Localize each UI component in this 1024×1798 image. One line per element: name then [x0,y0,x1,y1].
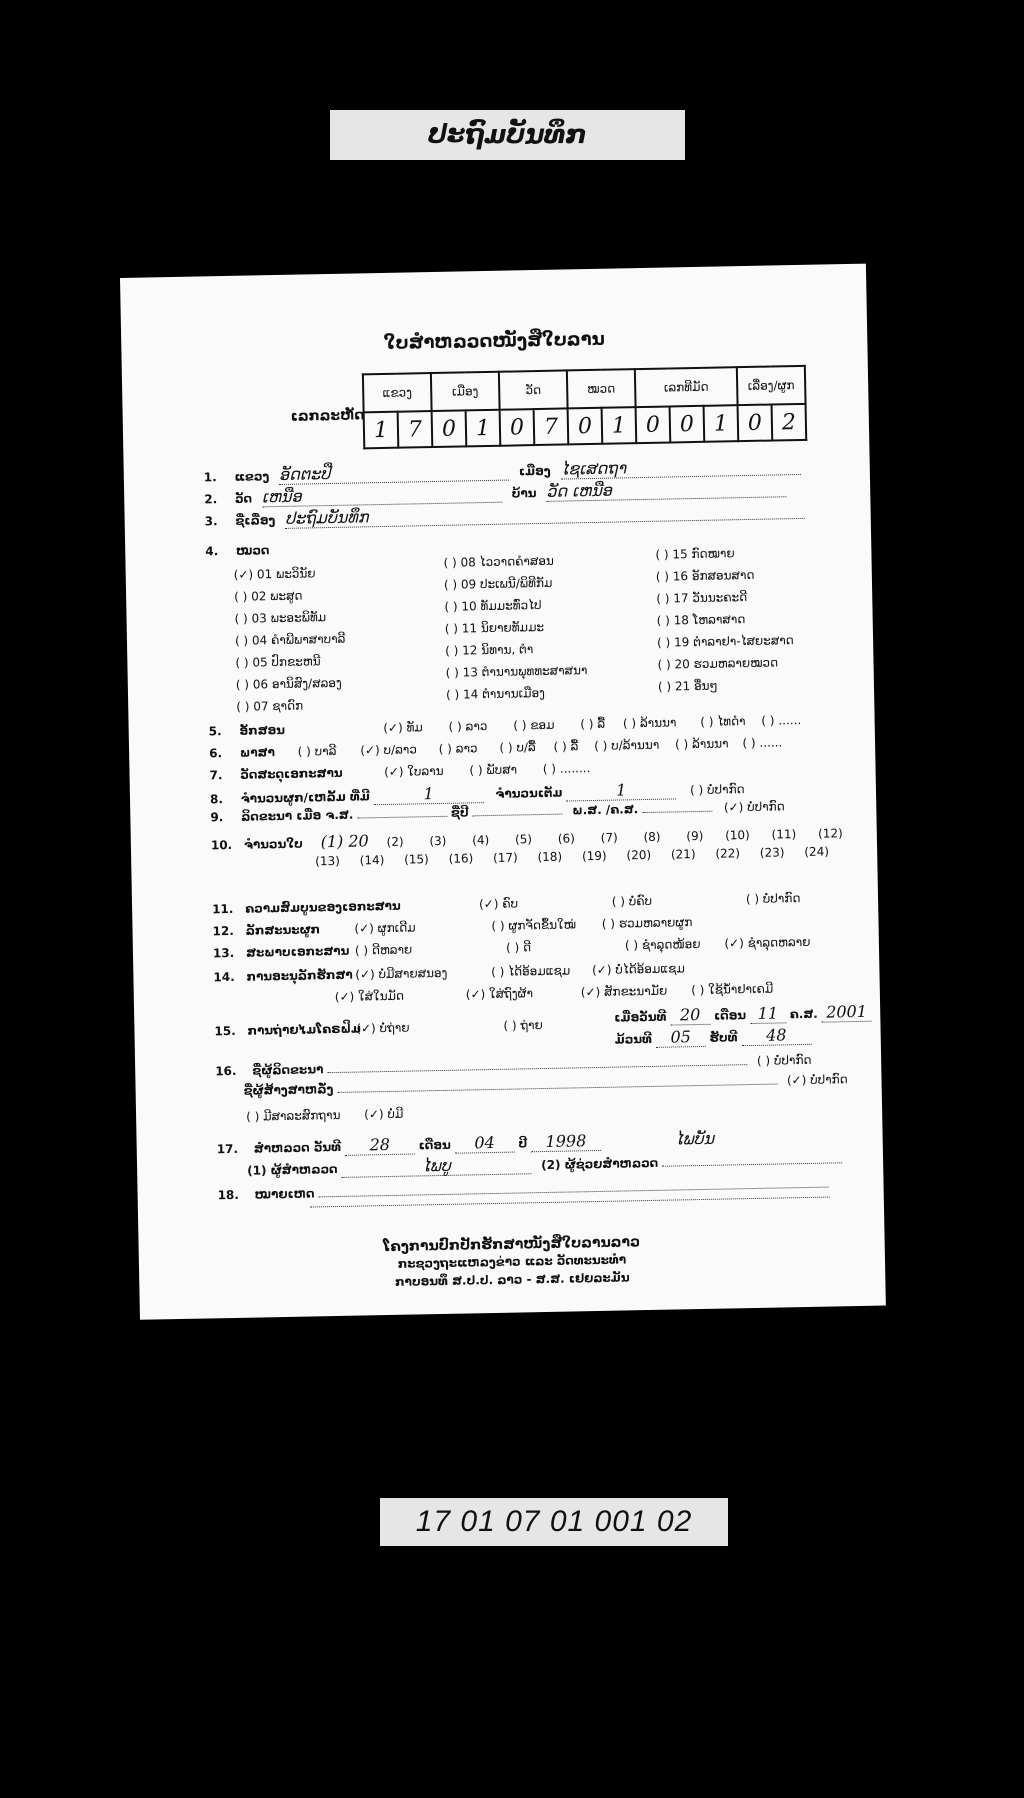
field-label: ໝວດ [235,543,270,558]
conservation-date-row [614,1002,872,1027]
condition-row [213,935,811,960]
category-option[interactable]: ( ) 15 ກົດໝາຍ [655,546,735,562]
field-number: 17. [216,1141,239,1157]
field-label: ຄ.ສ. [789,1006,818,1022]
field-label: ສະພາບເອກະສານ [245,943,350,960]
completeness-row [212,891,801,916]
leaf-count-item: (11) [771,827,797,842]
field-label: ຈຳນວນເຕັມ [495,785,563,801]
full-count-value: 1 [566,779,676,801]
field-number: 9. [210,810,224,825]
field-label: ບ້ານ [511,486,537,501]
field-number: 2. [204,492,218,507]
header-label: ປະຖົມບັນທຶກ [330,110,685,160]
leaf-count-item: (15) [404,852,429,867]
language-option[interactable]: ( ) ...... [742,735,783,751]
language-option[interactable]: ( ) ບາລີ [297,743,337,759]
leaf-count-item: (14) [359,853,385,868]
category-option[interactable]: ( ) 16 ອັກສອນສາດ [655,567,755,584]
condition-option[interactable]: (✓) ຊຳລຸດຫລາຍ [724,934,811,951]
survey-form [120,264,886,1320]
field-label: ພ.ສ. /ຄ.ສ. [572,802,639,818]
conservation-year: 2001 [821,1002,871,1023]
leaf-count-item: (19) [581,848,607,864]
material-row [209,761,590,782]
language-option[interactable]: ( ) ບ/ລື້ [499,740,536,755]
leaf-count-item: (5) [514,832,533,847]
category-option[interactable]: ( ) 04 ຄຳພີພາສາບາລີ [234,631,346,648]
script-option[interactable]: ( ) ລ້ານນາ [622,715,677,731]
bundle-count-value: 1 [373,783,483,805]
roll-number: 05 [656,1027,706,1048]
not-found-option[interactable]: (✓) ບໍ່ປາກົດ [786,1072,848,1088]
category-option[interactable]: ( ) 05 ປົກຂະຫນີ [235,654,321,670]
leaf-count-item: (8) [643,829,661,845]
field-number: 10. [210,837,233,853]
field-label: ມ້ວນທີ [614,1031,653,1047]
material-option[interactable]: (✓) ໃບລານ [383,763,444,780]
leaf-count-item: (2) [386,834,404,849]
microfilm-roll-row [615,1025,812,1049]
field-label: ການຖ່າຍໄມໂຄຣຟິມ [247,1021,362,1038]
field-label: ຊື່ເລື່ອງ [235,513,276,528]
field-label: ປີ [518,1136,528,1151]
script-option[interactable]: (✓) ທັມ [383,720,423,736]
code-digit: 0 [636,406,671,443]
survey-day: 28 [345,1135,415,1156]
survey-year: 1998 [531,1131,601,1152]
survey-month: 04 [454,1133,514,1154]
village-value: ວັດ ເຫນືອ [546,477,786,502]
field-label: ລັກສະນະຜູກ [245,922,321,938]
field-label: ຊື່ປີ [450,805,469,820]
temple-value: ເຫນືອ [262,483,502,508]
province-value: ອັດຕະປື [279,461,509,485]
conservation-option[interactable]: (✓) ໃສ່ໃນມັດ [334,988,405,1005]
conservation-option[interactable]: (✓) ໃສ່ຖົງຜ້າ [465,986,534,1002]
conservation-option[interactable]: (✓) ບໍ່ມີສາຍສນອງ [355,965,448,982]
field-label: ລິດຂະນາ ເມື່ອ ຈ.ສ. [240,807,354,824]
script-option[interactable]: ( ) ຂອມ [513,717,555,733]
bundle-type-option[interactable]: ( ) ຮວມຫລາຍຜູກ [601,915,693,931]
completeness-option[interactable]: ( ) ບໍ່ຄົບ [611,893,653,909]
field-number: 8. [209,792,224,807]
code-digit: 0 [738,405,773,442]
category-option[interactable]: ( ) 06 ອານິສົງ/ສລອງ [235,675,342,692]
condition-option[interactable]: ( ) ຊຳລຸດໜ້ອຍ [624,936,701,953]
code-header: ແຂວງ [363,373,432,412]
category-option[interactable]: ( ) 08 ໄວວາດຄຳສອນ [443,553,554,570]
code-digit: 7 [534,408,569,445]
field-label: ຄວາມສົມບູນຂອງເອກະສານ [245,898,401,916]
category-option[interactable]: ( ) 11 ນິຍາຍທັມມະ [444,619,545,636]
leaf-count-item: (10) [725,828,750,843]
conservation-option[interactable]: ( ) ໄດ້ອ້ອມແຊມ [491,963,571,980]
conservation-option[interactable]: ( ) ໃຊ້ນ້ຳຢາເຄມີ [691,981,774,998]
conservation-row-2 [335,982,774,1004]
field-label: ໝາຍເຫດ [254,1186,315,1202]
category-option[interactable]: ( ) 14 ຕຳນານເມືອງ [445,685,546,702]
conservation-day: 20 [670,1005,710,1026]
code-header: ເລກທີມັດ [635,367,738,407]
language-row [209,735,782,760]
code-digit: 2 [772,404,807,441]
script-row [209,713,802,738]
leaf-count-item: (21) [670,847,696,862]
leaf-count-item: (23) [759,845,785,860]
field-label: ສຳຫລວດ ວັນທີ [253,1139,342,1156]
language-option[interactable]: ( ) ລ້ານນາ [674,736,729,752]
microfilm-option[interactable]: ( ) ຖ່າຍ [503,1018,543,1033]
field-number: 6. [209,746,223,761]
conservation-option[interactable]: (✓) ບໍ່ໄດ້ອ້ອມແຊມ [591,961,685,978]
surveyor-signature: ໄພບູ [341,1154,531,1178]
leaf-count-item: (24) [804,844,830,859]
code-header: ໝວດ [567,369,636,408]
code-label: ເລກລະຫັດ [290,407,365,425]
leaf-count-item: (13) [315,853,341,869]
category-heading [205,543,269,558]
category-option[interactable]: ( ) 19 ຕຳລາຢາ-ໄສຍະສາດ [656,633,794,650]
leaf-count-item: (3) [429,833,447,849]
field-label: (1) ຜູ້ສຳຫລວດ [247,1161,338,1178]
field-number: 14. [213,969,235,985]
leaf-count-item: (6) [557,831,575,846]
field-label: ການອະນຸລັກຮັກສາ [246,967,353,984]
script-option[interactable]: ( ) ລື້ [580,716,606,732]
script-option[interactable]: ( ) ລາວ [448,719,488,734]
field-label: (2) ຜູ້ຊ່ວຍສຳຫລວດ [541,1155,659,1173]
microfilm-option[interactable]: (✓) ບໍ່ຖ່າຍ [356,1020,410,1036]
code-table [362,365,807,450]
footer-label: 17 01 07 01 001 02 [380,1498,728,1546]
field-label: ຊື່ຜູ້ລິດຂະນາ [252,1062,324,1078]
category-option[interactable]: ( ) 12 ນິທານ, ຕຳ [445,642,534,658]
field-number: 12. [212,923,234,939]
category-column-1 [234,562,347,718]
field-label: ອັກສອນ [239,722,286,738]
field-label: ຮັບທີ [709,1030,738,1045]
colophon-row [246,1107,404,1124]
field-number: 16. [215,1063,237,1079]
code-digit: 0 [500,409,535,446]
category-option[interactable]: ( ) 20 ຮວມຫລາຍໝວດ [657,655,779,672]
condition-option[interactable]: ( ) ດີຫລາຍ [354,942,413,958]
bundle-type-row [212,915,692,938]
code-digit: 1 [466,410,501,447]
language-option[interactable]: ( ) ບ/ລ້ານນາ [594,737,660,753]
field-number: 1. [203,470,217,485]
code-header: ເລື່ອງ/ຜູກ [737,366,806,405]
field-number: 13. [212,945,235,961]
category-option[interactable]: ( ) 17 ວັນນະຄະດີ [656,590,748,606]
leaf-count-item: (9) [686,828,704,844]
field-number: 4. [205,544,219,559]
field-label: ເມືອງ [518,463,551,479]
category-option[interactable]: ( ) 09 ປະເພນີ/ພິທີກັມ [443,575,553,592]
footer-cooperation: ກາບອນທຶ ສ.ປ.ປ. ລາວ - ສ.ສ. ເຢຍລະມັນ [394,1270,630,1289]
conservation-row [213,961,685,984]
field-label: ຈຳນວນໃບ [243,836,303,852]
colophon-option[interactable]: (✓) ບໍ່ມີ [364,1106,404,1122]
field-label: ເດືອນ [713,1008,747,1023]
category-option[interactable]: (✓) 01 ພະວິນັຍ [233,566,316,582]
form-title: ໃບສຳຫລວດໜັງສືໃບລານ [383,328,605,354]
not-found-option[interactable]: ( ) ບໍ່ປາກົດ [756,1052,812,1068]
category-option[interactable]: ( ) 03 ພະອະພິທັມ [234,610,327,626]
leaf-count-item: (18) [537,849,563,865]
colophon-option[interactable]: ( ) ມີສາລະສົກຖານ [245,1107,341,1124]
field-label: ວັດສະດຸເອກະສານ [240,765,343,782]
category-column-3 [655,541,795,698]
category-option[interactable]: ( ) 07 ຊາດົກ [236,698,304,714]
completeness-option[interactable]: ( ) ບໍ່ປາກົດ [745,891,801,907]
leaf-count-item: (12) [817,826,843,841]
field-label: ເມື່ອວັນທີ [614,1009,667,1025]
code-digit: 0 [670,406,705,443]
footer-project: ໂຄງການປົກປັກຮັກສາໜັງສືໃບລານລາວ [383,1234,641,1256]
completeness-option[interactable]: (✓) ຄົບ [478,896,519,912]
conservation-month: 11 [750,1003,786,1024]
code-digit: 0 [432,410,467,447]
code-header: ເມືອງ [431,372,500,411]
material-option[interactable]: ( ) ພັບສາ [469,762,518,778]
microfilm-row [214,1018,543,1038]
script-option[interactable]: ( ) ...... [761,713,802,728]
not-found-option[interactable]: (✓) ບໍ່ປາກົດ [723,799,785,815]
field-number: 5. [208,724,222,739]
footer-ministry: ກະຊວງຖະແຫລງຂ່າວ ແລະ ວັດທະນະທຳ [397,1252,627,1271]
leaf-count-item: (17) [492,850,518,865]
bundle-type-option[interactable]: (✓) ຜູກເດີມ [354,920,416,936]
leaf-count-item: (16) [448,851,474,866]
field-label: ພາສາ [239,745,275,760]
category-column-2 [443,549,588,706]
field-number: 11. [212,901,234,917]
category-option[interactable]: ( ) 10 ທັມມະທົ່ວໄປ [444,597,542,614]
condition-option[interactable]: ( ) ດີ [505,940,532,955]
assistant-signature: ໄພບັນ [674,1128,715,1149]
leaf-count-item: (1) 20 [320,831,369,852]
script-option[interactable]: ( ) ໄທດຳ [700,714,746,729]
field-label: ເດືອນ [418,1137,451,1153]
field-label: ວັດ [234,491,253,506]
district-value: ໄຊເສດຖາ [560,455,800,480]
material-option[interactable]: ( ) ........ [542,761,591,776]
language-option[interactable]: ( ) ລາວ [438,741,478,756]
language-option[interactable]: ( ) ລື້ [553,739,579,754]
bundle-type-option[interactable]: ( ) ຜູກຈັດຂຶ້ນໃໝ່ [491,917,577,933]
field-label: ຊື່ຜູ້ສ້າງສາຫລັ່ງ [243,1082,334,1098]
leaf-count-item: (4) [472,833,490,848]
field-label: ຈຳນວນຜູກ/ເຫລັ້ມ ທີ່ມີ [240,789,370,806]
field-number: 7. [209,768,223,783]
code-header: ວັດ [499,370,568,409]
manuscript-title-value: ປະຖົມບັນທຶກ [285,499,805,529]
category-option[interactable]: ( ) 02 ພະສູດ [234,588,303,604]
code-digit: 7 [398,411,433,448]
frame-number: 48 [741,1025,811,1046]
leaf-count-item: (7) [600,830,618,845]
field-number: 18. [217,1187,240,1203]
code-digit: 1 [602,407,637,444]
leaf-count-item: (20) [626,847,652,863]
field-number: 3. [204,514,218,529]
field-label: ແຂວງ [234,469,270,484]
not-found-option[interactable]: ( ) ບໍ່ປາກົດ [689,782,745,798]
conservation-option[interactable]: (✓) ສັກຂະນາມັຍ [580,983,668,1000]
category-option[interactable]: ( ) 18 ໂຫລາສາດ [656,612,746,628]
category-option[interactable]: ( ) 21 ອື່ນໆ [657,678,718,694]
code-digit: 0 [568,408,603,445]
language-option[interactable]: (✓) ບ/ລາວ [360,742,418,758]
category-option[interactable]: ( ) 13 ຕຳນານພຸທທະສາສນາ [445,663,588,680]
leaf-count-item: (22) [715,846,741,861]
field-number: 15. [214,1023,236,1039]
code-digit: 1 [364,412,399,449]
code-digit: 1 [704,405,739,442]
